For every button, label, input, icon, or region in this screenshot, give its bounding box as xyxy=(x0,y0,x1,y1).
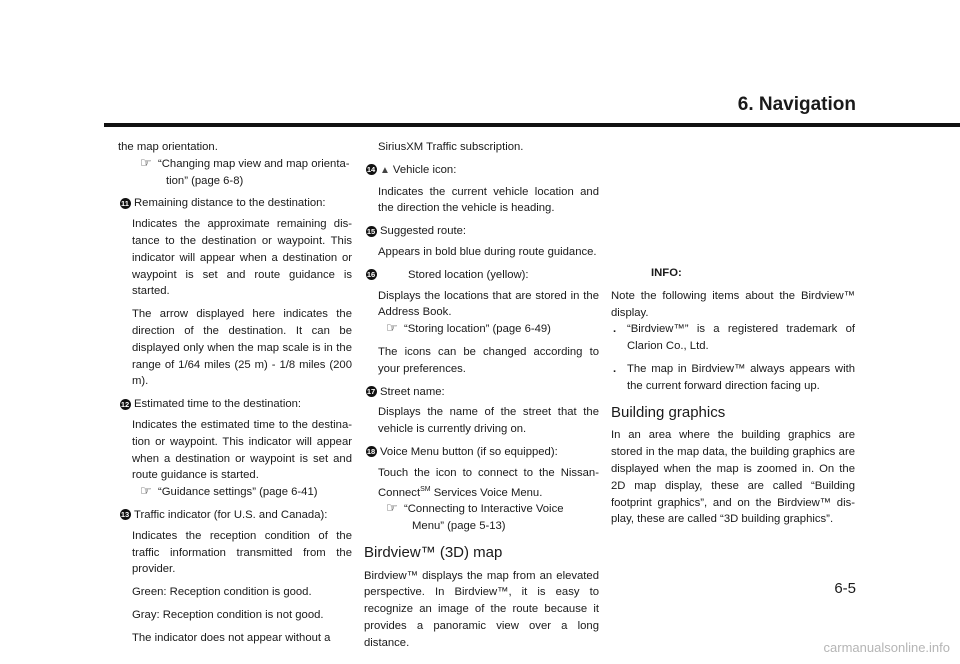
item-text: The icons can be changed according to your preferences. xyxy=(378,345,599,375)
continued-text: SiriusXM Traffic subscription. xyxy=(378,141,524,153)
item-label: Street name: xyxy=(380,385,445,398)
number-badge: 14 xyxy=(366,165,376,175)
item-label: Remaining distance to the destination: xyxy=(134,197,326,210)
section-text: In an area where the building graphics are stored in the map data, the building graphics are displayed when the map is zoomed in. On the 2D map display, these are called “Building footprint graphics”, and on the Birdview™ display, these are called “3D building graphics”. xyxy=(611,429,855,526)
section-heading-building-graphics: Building graphics xyxy=(611,403,726,421)
item-text: Displays the locations that are stored in the Address Book. xyxy=(378,289,599,319)
list-item-15 xyxy=(364,223,599,240)
reference-link[interactable]: ☞ “Connecting to Interactive Voice Menu” (page 5-13) xyxy=(364,501,599,535)
chapter-title: 6. Navigation xyxy=(737,94,856,115)
reference-link[interactable]: ☞ “Guidance settings” (page 6-41) xyxy=(118,484,352,501)
item-text: Appears in bold blue during route guidance. xyxy=(378,245,597,258)
info-heading: INFO: xyxy=(651,267,682,279)
item-label: Voice Menu button (if so equipped): xyxy=(380,445,558,458)
reference-link[interactable]: ☞ “Changing map view and map orienta- tion” (page 6-8) xyxy=(118,156,352,190)
header-rule xyxy=(104,123,960,127)
item-text: Indicates the estimated time to the destination or waypoint. This indicator will appear when a destination or waypoint is set and route guidance is started. xyxy=(132,418,352,482)
item-label: Stored location (yellow): xyxy=(408,268,529,281)
number-badge: 11 xyxy=(121,198,129,208)
number-badge: 16 xyxy=(366,270,376,280)
list-item-16 xyxy=(364,267,599,284)
list-item-11 xyxy=(118,195,352,212)
pointing-hand-icon: ☞ xyxy=(140,154,152,170)
list-item: . The map in Birdview™ always appears with the current forward direction facing up. xyxy=(613,362,855,392)
page-number: 6-5 xyxy=(834,580,856,597)
pointing-hand-icon: ☞ xyxy=(140,483,152,499)
item-text: Gray: Reception condition is not good. xyxy=(132,608,324,621)
item-label: Vehicle icon: xyxy=(392,163,457,176)
list-item-17 xyxy=(364,384,599,401)
number-badge: 12 xyxy=(120,399,130,409)
item-text: Indicates the approximate remaining distance to the destination or waypoint. This indicator will appear when a destination or waypoint is set and route guidance is started. xyxy=(132,218,352,298)
intro-text: the map orientation. xyxy=(118,141,218,153)
number-badge: 18 xyxy=(366,447,376,457)
list-item-13 xyxy=(118,507,352,524)
item-text: Indicates the reception condition of the traffic information transmitted from the provider. xyxy=(132,529,352,576)
column-3 xyxy=(611,139,855,534)
pointing-hand-icon: ☞ xyxy=(386,500,398,516)
reference-link[interactable]: ☞ “Storing location” (page 6-49) xyxy=(364,321,599,338)
column-2 xyxy=(364,139,599,657)
item-text: Green: Reception condition is good. xyxy=(132,586,312,599)
item-text: Indicates the current vehicle location and the direction the vehicle is heading. xyxy=(378,185,599,215)
number-badge: 15 xyxy=(366,226,376,236)
item-text: The arrow displayed here indicates the direction of the destination. It can be displayed only when the map scale is in the range of 1/64 miles (25 m) - 1/8 miles (200 m). xyxy=(132,308,352,388)
section-heading-birdview: Birdview™ (3D) map xyxy=(364,543,503,561)
vehicle-icon: ▲ xyxy=(380,164,390,176)
pointing-hand-icon: ☞ xyxy=(386,320,398,336)
list-item: . “Birdview™” is a registered trademark of Clarion Co., Ltd. xyxy=(613,323,855,353)
item-text: Displays the name of the street that the vehicle is currently driving on. xyxy=(378,406,599,436)
number-badge: 13 xyxy=(120,510,130,520)
list-item-14 xyxy=(364,162,599,180)
info-text: Note the following items about the Birdview™ display. xyxy=(611,289,855,319)
item-label: Estimated time to the destination: xyxy=(134,398,302,411)
section-text: Birdview™ displays the map from an elevated perspective. In Birdview™, it is easy to recognize an image of the route because it provides a panoramic view over a long distance. xyxy=(364,569,599,649)
item-text: The indicator does not appear without a xyxy=(132,631,331,644)
list-item-18 xyxy=(364,444,599,461)
item-label: Suggested route: xyxy=(380,225,467,238)
number-badge: 17 xyxy=(366,387,376,397)
list-item-12 xyxy=(118,396,352,413)
column-1 xyxy=(118,139,352,653)
watermark: carmanualsonline.info xyxy=(823,640,950,655)
item-text: Touch the icon to connect to the NissanConnect℠ Services Voice Menu. xyxy=(378,466,599,499)
item-label: Traffic indicator (for U.S. and Canada): xyxy=(134,508,328,521)
